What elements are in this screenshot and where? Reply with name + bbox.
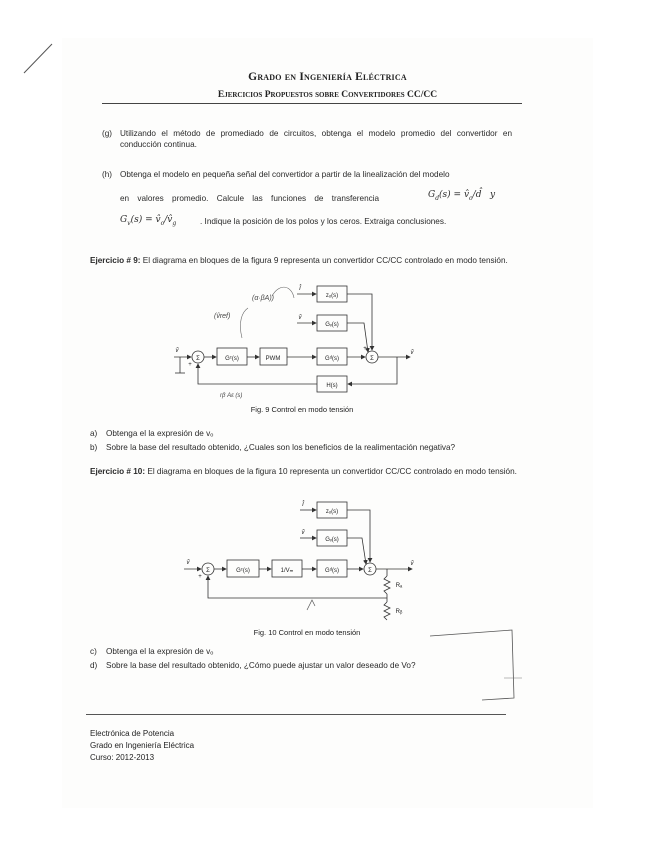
handwritten-note-2: (v̂ref): [214, 313, 231, 320]
figure-9-caption: Fig. 9 Control en modo tensión: [250, 405, 354, 414]
svg-text:v̂: v̂: [175, 348, 179, 354]
item-h-line2: en valores promedio. Calcule las funciones de transferencia: [120, 194, 380, 203]
question-a-text: Obtenga el la expresión de vₒ: [106, 429, 214, 438]
gd-block-10-label: Gᵈ(s): [325, 568, 339, 574]
rb-label: Rᵦ: [395, 609, 403, 615]
figure-9-block-diagram: [172, 278, 432, 418]
resistor-ra: [384, 576, 390, 594]
question-d-label: d): [90, 661, 98, 670]
question-b-text: Sobre la base del resultado obtenido, ¿Cuales son los beneficios de la realimentación negativa?: [106, 443, 456, 452]
exercise-9-statement: [90, 255, 520, 266]
question-d-text: Sobre la base del resultado obtenido, ¿Cómo puede ajustar un valor deseado de Vo?: [106, 661, 416, 670]
footer-degree: Grado en Ingeniería Eléctrica: [90, 741, 195, 750]
gc-block-label: Gᶜ(s): [225, 356, 239, 362]
h-block-label: H(s): [326, 383, 338, 389]
question-b-label: b): [90, 443, 98, 452]
item-g-label: (g): [102, 129, 113, 138]
zo-block-10-label: zₒ(s): [325, 509, 339, 515]
gv-block-label: Gᵥ(s): [325, 322, 339, 328]
question-a-label: a): [90, 429, 98, 438]
exercise-9-label: Ejercicio # 9:: [90, 256, 141, 265]
hand-drawn-mark: [422, 628, 542, 708]
footer-course: Electrónica de Potencia: [90, 729, 175, 738]
gc-block-10-label: Gᶜ(s): [236, 568, 250, 574]
gv-block-10-label: Gᵥ(s): [325, 537, 339, 543]
svg-text:+: +: [188, 362, 192, 368]
figure-10-block-diagram: [182, 494, 432, 624]
question-c-label: c): [90, 647, 97, 656]
figure-10-caption: Fig. 10 Control en modo tensión: [253, 628, 361, 637]
svg-text:v̂: v̂: [298, 315, 302, 321]
exercise-10-statement: [90, 466, 520, 477]
item-g-text: Utilizando el método de promediado de circuitos, obtenga el modelo promedio del convertidor en conducción continua.: [120, 129, 512, 149]
item-h-line1: Obtenga el modelo en pequeña señal del convertidor a partir de la linealización del modelo: [120, 170, 450, 179]
svg-text:Σ: Σ: [368, 568, 372, 574]
svg-text:v̂: v̂: [410, 561, 414, 567]
zo-block-label: zₒ(s): [325, 293, 339, 299]
transfer-function-gv: $G_v(s)$ = $v̂_o/v̂_g$: [120, 215, 177, 227]
resistor-rb: [384, 602, 390, 620]
exercise-9-text: El diagrama en bloques de la figura 9 representa un convertidor CC/CC controlado en modo tensión.: [140, 256, 508, 265]
footer-divider: [86, 714, 506, 715]
document-page: [62, 38, 593, 808]
svg-text:+: +: [363, 346, 367, 352]
gd-block-label: Gᵈ(s): [325, 356, 339, 362]
handwritten-note-1: (α·βA)): [252, 295, 274, 302]
vm-block-10-label: 1/Vₘ: [280, 568, 294, 574]
svg-text:v̂: v̂: [186, 560, 190, 566]
svg-text:+: +: [198, 574, 202, 580]
document-subtitle: Ejercicios Propuestos sobre Convertidores CC/CC: [217, 90, 438, 100]
svg-text:Σ: Σ: [196, 356, 200, 362]
transfer-function-gd: $G_d(s)$ = $v̂_o/d̂$ y: [428, 190, 496, 202]
document-title: Grado en Ingeniería Eléctrica: [248, 71, 407, 83]
exercise-10-label: Ejercicio # 10:: [90, 467, 146, 476]
svg-text:Î: Î: [299, 286, 301, 292]
footer: [90, 728, 194, 764]
question-c-text: Obtenga el la expresión de vₒ: [106, 647, 214, 656]
svg-text:Σ: Σ: [370, 356, 374, 362]
exercise-10-text: El diagrama en bloques de la figura 10 representa un convertidor CC/CC controlado en modo tensión.: [145, 467, 517, 476]
item-h-line3: . Indique la posición de los polos y los ceros. Extraiga conclusiones.: [200, 217, 447, 226]
svg-text:v̂: v̂: [410, 350, 414, 356]
handwritten-note-3: rβ Aε (s): [220, 393, 243, 399]
ra-label: Rₐ: [395, 583, 403, 589]
svg-text:Î: Î: [302, 502, 304, 508]
header-divider: [102, 103, 522, 104]
svg-text:Σ: Σ: [206, 568, 210, 574]
footer-year: Curso: 2012-2013: [90, 753, 155, 762]
pwm-block-label: PWM: [265, 356, 281, 362]
svg-text:v̂: v̂: [301, 530, 305, 536]
item-h-label: (h): [102, 170, 113, 179]
